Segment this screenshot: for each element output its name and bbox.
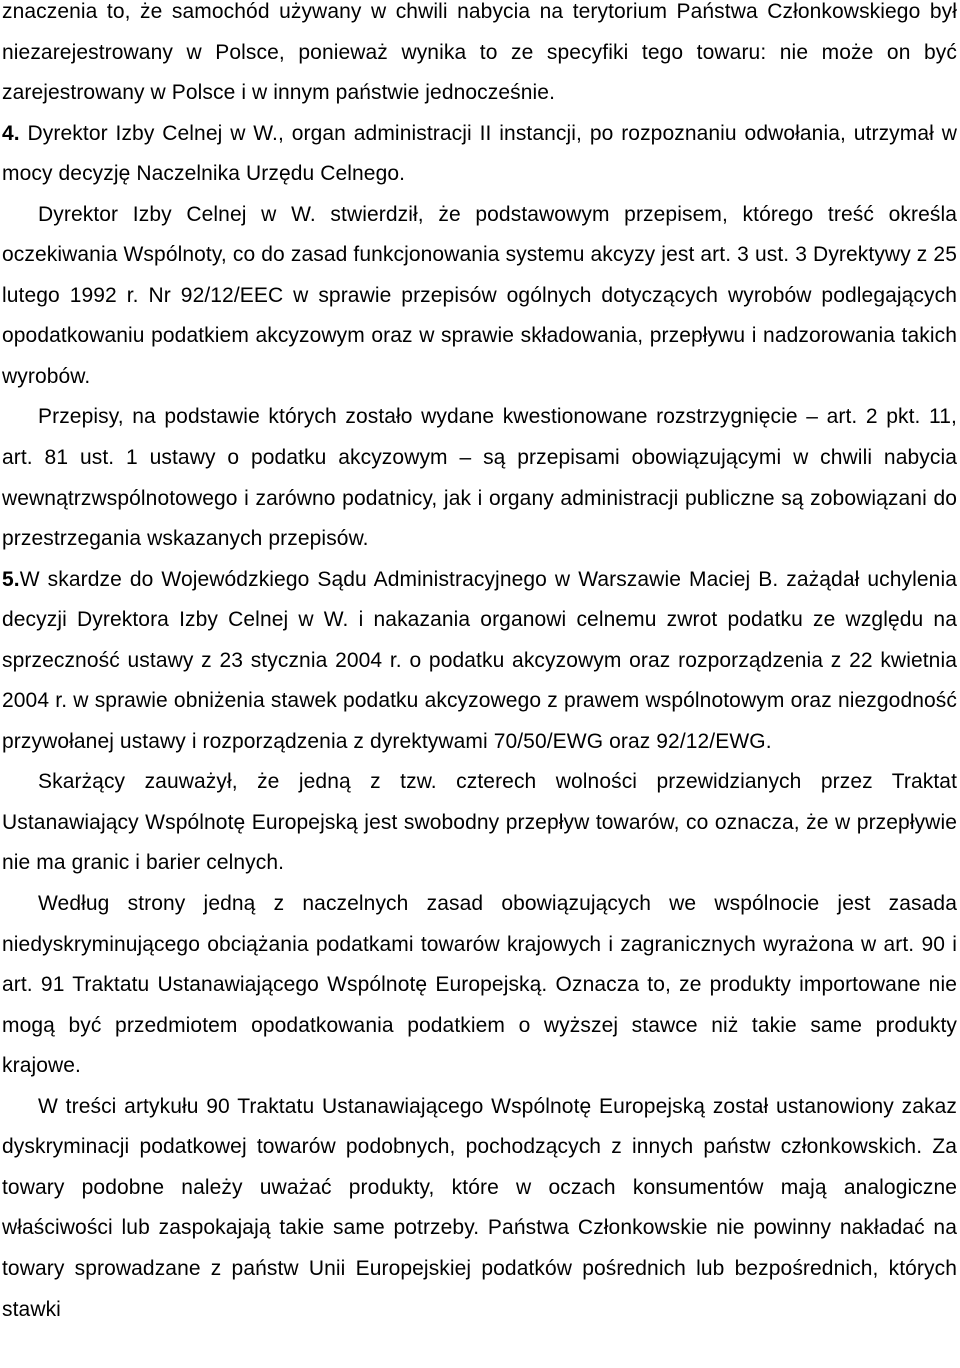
- paragraph-section-4: [2, 114, 957, 195]
- paragraph-text: W treści artykułu 90 Traktatu Ustanawiającego Wspólnotę Europejską został ustanowiony zakaz dyskryminacji podatkowej towarów podobnych, pochodzących z innych państw członkowskich. Za towary podobne należy uważać produkty, które w oczach konsumentów mają analogiczne właściwości lub zaspokajają takie same potrzeby. Państwa Członkowskie nie powinny nakładać na towary sprowadzane z państw Unii Europejskiej podatków pośrednich lub bezpośrednich, których stawki: [2, 1094, 957, 1321]
- paragraph-complainant-four-freedoms: [2, 762, 957, 884]
- document-page: [2, 0, 957, 1330]
- paragraph-text: W skardze do Wojewódzkiego Sądu Administracyjnego w Warszawie Maciej B. zażądał uchylenia decyzji Dyrektora Izby Celnej w W. i nakazania organowi celnemu zwrot podatku ze względu na sprzeczność ustawy z 23 stycznia 2004 r. o podatku akcyzowym oraz rozporządzenia z 22 kwietnia 2004 r. w sprawie obniżenia stawek podatku akcyzowego z prawem wspólnotowym oraz niezgodność przywołanej ustawy i rozporządzenia z dyrektywami 70/50/EWG oraz 92/12/EWG.: [2, 567, 957, 753]
- section-number: 5.: [2, 567, 20, 591]
- paragraph-text: Według strony jedną z naczelnych zasad obowiązujących we wspólnocie jest zasada niedyskryminującego obciążania podatkami towarów krajowych i zagranicznych wyrażona w art. 90 i art. 91 Traktatu Ustanawiającego Wspólnotę Europejską. Oznacza to, ze produkty importowane nie mogą być przedmiotem opodatkowania podatkiem o wyższej stawce niż takie same produkty krajowe.: [2, 892, 957, 1078]
- paragraph-intro: [2, 0, 957, 114]
- paragraph-text: znaczenia to, że samochód używany w chwili nabycia na terytorium Państwa Członkowskiego był niezarejestrowany w Polsce, ponieważ wynika to ze specyfiki tego towaru: nie może on być zarejestrowany w Polsce i w innym państwie jednocześnie.: [2, 0, 957, 105]
- paragraph-text: Przepisy, na podstawie których zostało wydane kwestionowane rozstrzygnięcie – art. 2 pkt. 11, art. 81 ust. 1 ustawy o podatku akcyzowym – są przepisami obowiązującymi w chwili nabycia wewnątrzwspólnotowego i zarówno podatnicy, jak i organy administracji publiczne są zobowiązani do przestrzegania wskazanych przepisów.: [2, 405, 957, 551]
- paragraph-text: Dyrektor Izby Celnej w W. stwierdził, że podstawowym przepisem, którego treść określa oczekiwania Wspólnoty, co do zasad funkcjonowania systemu akcyzy jest art. 3 ust. 3 Dyrektywy z 25 lutego 1992 r. Nr 92/12/EEC w sprawie przepisów ogólnych dotyczących wyrobów podlegających opodatkowaniu podatkiem akcyzowym oraz w sprawie składowania, przepływu i nadzorowania takich wyrobów.: [2, 202, 957, 388]
- paragraph-text: Skarżący zauważył, że jedną z tzw. czterech wolności przewidzianych przez Traktat Ustanawiający Wspólnotę Europejską jest swobodny przepływ towarów, co oznacza, że w przepływie nie ma granic i barier celnych.: [2, 770, 957, 875]
- paragraph-article-90: [2, 1087, 957, 1330]
- paragraph-text: Dyrektor Izby Celnej w W., organ administracji II instancji, po rozpoznaniu odwołania, utrzymał w mocy decyzję Naczelnika Urzędu Celnego.: [2, 121, 957, 186]
- paragraph-section-5: [2, 560, 957, 763]
- paragraph-director-statement: [2, 195, 957, 398]
- paragraph-non-discrimination: [2, 884, 957, 1087]
- section-number: 4.: [2, 121, 20, 145]
- paragraph-legal-basis: [2, 397, 957, 559]
